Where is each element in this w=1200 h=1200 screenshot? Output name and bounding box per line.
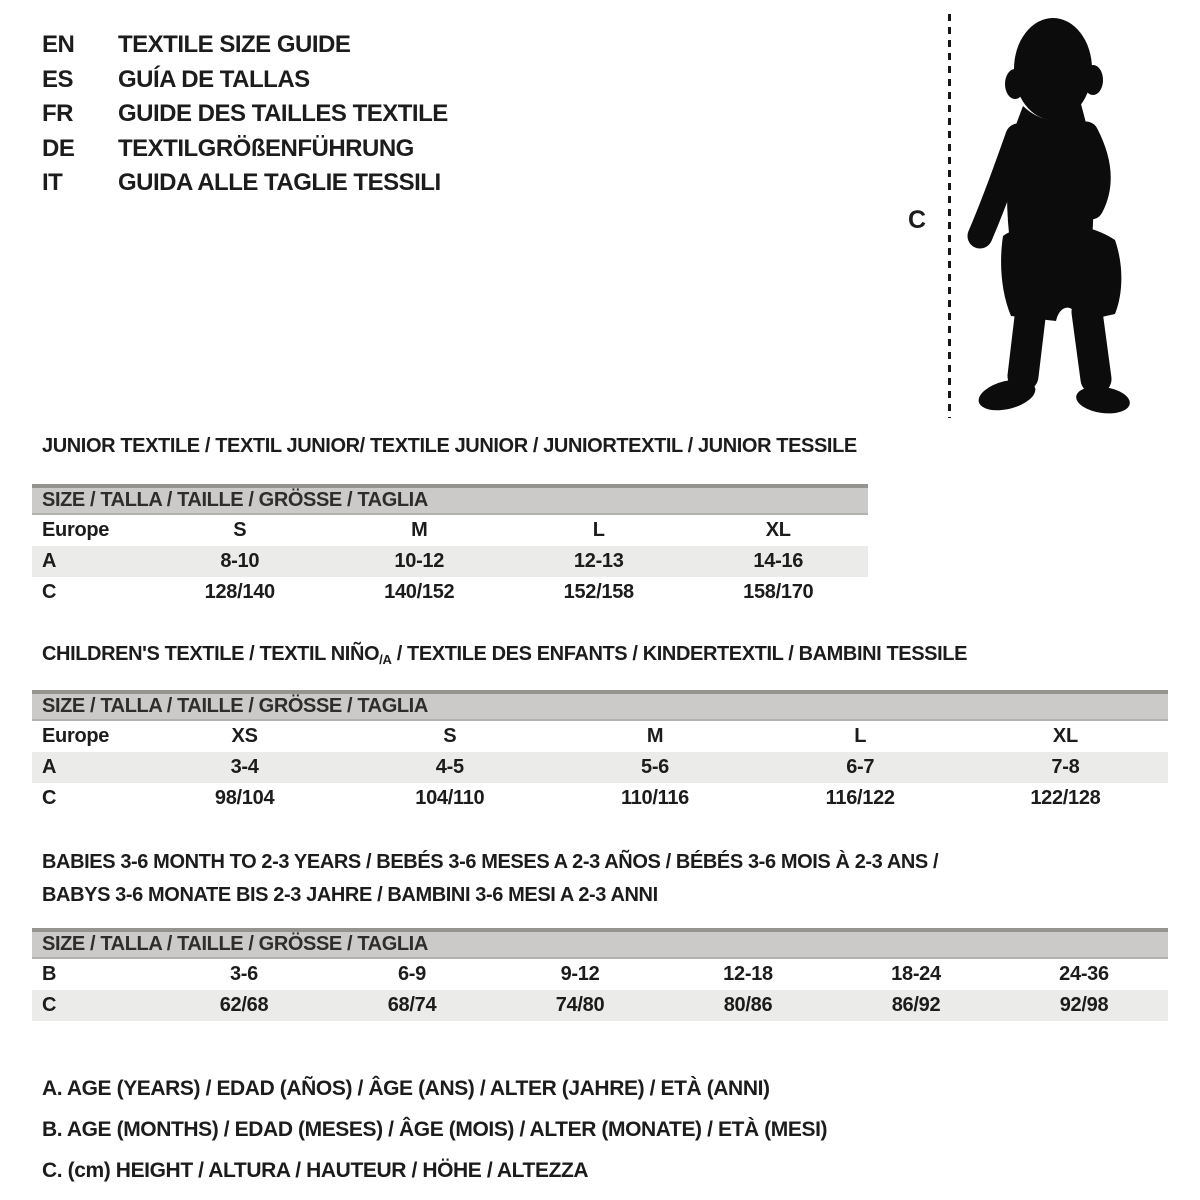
table-header-size: SIZE / TALLA / TAILLE / GRÖSSE / TAGLIA — [32, 928, 1168, 959]
language-code: FR — [42, 100, 73, 127]
cell: S — [233, 519, 247, 541]
cell: 98/104 — [214, 787, 275, 809]
table-row-age — [32, 546, 868, 577]
language-title: TEXTILGRÖßENFÜHRUNG — [118, 134, 414, 162]
row-label: A — [42, 756, 57, 778]
legend-line-b: B. AGE (MONTHS) / EDAD (MESES) / ÂGE (MOIS) / ALTER (MONATE) / ETÀ (MESI) — [42, 1118, 828, 1141]
row-label: C — [42, 994, 57, 1016]
cell: L — [592, 519, 605, 541]
row-label: A — [42, 550, 57, 572]
cell: 3-6 — [229, 963, 258, 985]
cell: M — [646, 725, 664, 747]
cell: 68/74 — [387, 994, 437, 1016]
language-row — [42, 28, 448, 63]
cell: XL — [1052, 725, 1078, 747]
childrens-section-title — [42, 642, 967, 672]
cell: 6-7 — [846, 756, 875, 778]
childrens-size-table — [32, 690, 1168, 814]
table-row-europe — [32, 515, 868, 546]
cell: 110/116 — [621, 787, 689, 809]
cell: 80/86 — [723, 994, 773, 1016]
table-header-size: SIZE / TALLA / TAILLE / GRÖSSE / TAGLIA — [32, 690, 1168, 721]
table-row-europe — [32, 721, 1168, 752]
table-row-height — [32, 990, 1168, 1021]
toddler-silhouette-image — [963, 14, 1140, 420]
row-label: C — [42, 787, 57, 809]
cell: 152/158 — [563, 581, 634, 603]
language-title: TEXTILE SIZE GUIDE — [118, 31, 351, 58]
cell: M — [411, 519, 428, 541]
cell: 158/170 — [743, 581, 814, 603]
cell: 7-8 — [1051, 756, 1080, 778]
title-part: CHILDREN'S TEXTILE / TEXTIL NIÑO — [42, 643, 380, 665]
language-row — [42, 63, 448, 98]
cell: 5-6 — [641, 756, 670, 778]
cell: 140/152 — [384, 581, 455, 603]
cell: 104/110 — [415, 787, 485, 809]
cell: 12-13 — [573, 550, 624, 572]
babies-size-table — [32, 928, 1168, 1021]
cell: 18-24 — [891, 963, 941, 985]
cell: 116/122 — [825, 787, 895, 809]
legend-line-a: A. AGE (YEARS) / EDAD (AÑOS) / ÂGE (ANS) / ALTER (JAHRE) / ETÀ (ANNI) — [42, 1077, 770, 1100]
title-subscript: /A — [379, 652, 392, 667]
cell: 86/92 — [891, 994, 941, 1016]
cell: S — [443, 725, 457, 747]
babies-section-title-line2: BABYS 3-6 MONATE BIS 2-3 JAHRE / BAMBINI 3-6 MESI A 2-3 ANNI — [42, 884, 658, 906]
table-header-size: SIZE / TALLA / TAILLE / GRÖSSE / TAGLIA — [32, 484, 868, 515]
junior-size-table — [32, 484, 868, 608]
junior-section-title: JUNIOR TEXTILE / TEXTIL JUNIOR/ TEXTILE JUNIOR / JUNIORTEXTIL / JUNIOR TESSILE — [42, 435, 857, 457]
cell: 14-16 — [753, 550, 804, 572]
language-code: ES — [42, 65, 74, 93]
title-part: / TEXTILE DES ENFANTS / KINDERTEXTIL / BAMBINI TESSILE — [391, 643, 968, 665]
row-label: B — [42, 963, 57, 985]
cell: 3-4 — [230, 756, 259, 778]
cell: L — [854, 725, 867, 747]
table-row-months — [32, 959, 1168, 990]
row-label: Europe — [42, 519, 110, 541]
cell: 128/140 — [204, 581, 275, 603]
row-label: Europe — [42, 725, 110, 747]
language-row — [42, 97, 448, 132]
cell: 4-5 — [435, 756, 464, 778]
language-row — [42, 166, 448, 201]
language-row — [42, 132, 448, 167]
cell: XL — [765, 519, 791, 541]
cell: 6-9 — [397, 963, 426, 985]
height-measure-label-c: C — [908, 206, 926, 234]
babies-section-title-line1: BABIES 3-6 MONTH TO 2-3 YEARS / BEBÉS 3-6 MESES A 2-3 AÑOS / BÉBÉS 3-6 MOIS À 2-3 ANS / — [42, 851, 939, 873]
cell: 24-36 — [1059, 963, 1109, 985]
cell: 74/80 — [555, 994, 605, 1016]
legend — [42, 1068, 827, 1191]
table-row-height — [32, 783, 1168, 814]
language-code: EN — [42, 31, 75, 58]
language-title: GUÍA DE TALLAS — [118, 65, 310, 93]
language-code: IT — [42, 169, 63, 196]
cell: 122/128 — [1030, 787, 1101, 809]
language-title: GUIDE DES TAILLES TEXTILE — [118, 100, 448, 127]
height-measure-dashed-line — [948, 14, 951, 418]
legend-line-c: C. (cm) HEIGHT / ALTURA / HAUTEUR / HÖHE / ALTEZZA — [42, 1159, 589, 1182]
cell: 62/68 — [219, 994, 269, 1016]
table-row-height — [32, 577, 868, 608]
table-row-age — [32, 752, 1168, 783]
language-title: GUIDA ALLE TAGLIE TESSILI — [118, 169, 441, 196]
row-label: C — [42, 581, 57, 603]
language-code: DE — [42, 134, 75, 162]
cell: 8-10 — [220, 550, 260, 572]
cell: XS — [231, 725, 258, 747]
cell: 10-12 — [394, 550, 445, 572]
cell: 92/98 — [1059, 994, 1109, 1016]
language-title-list — [42, 28, 448, 201]
cell: 9-12 — [560, 963, 600, 985]
cell: 12-18 — [723, 963, 773, 985]
